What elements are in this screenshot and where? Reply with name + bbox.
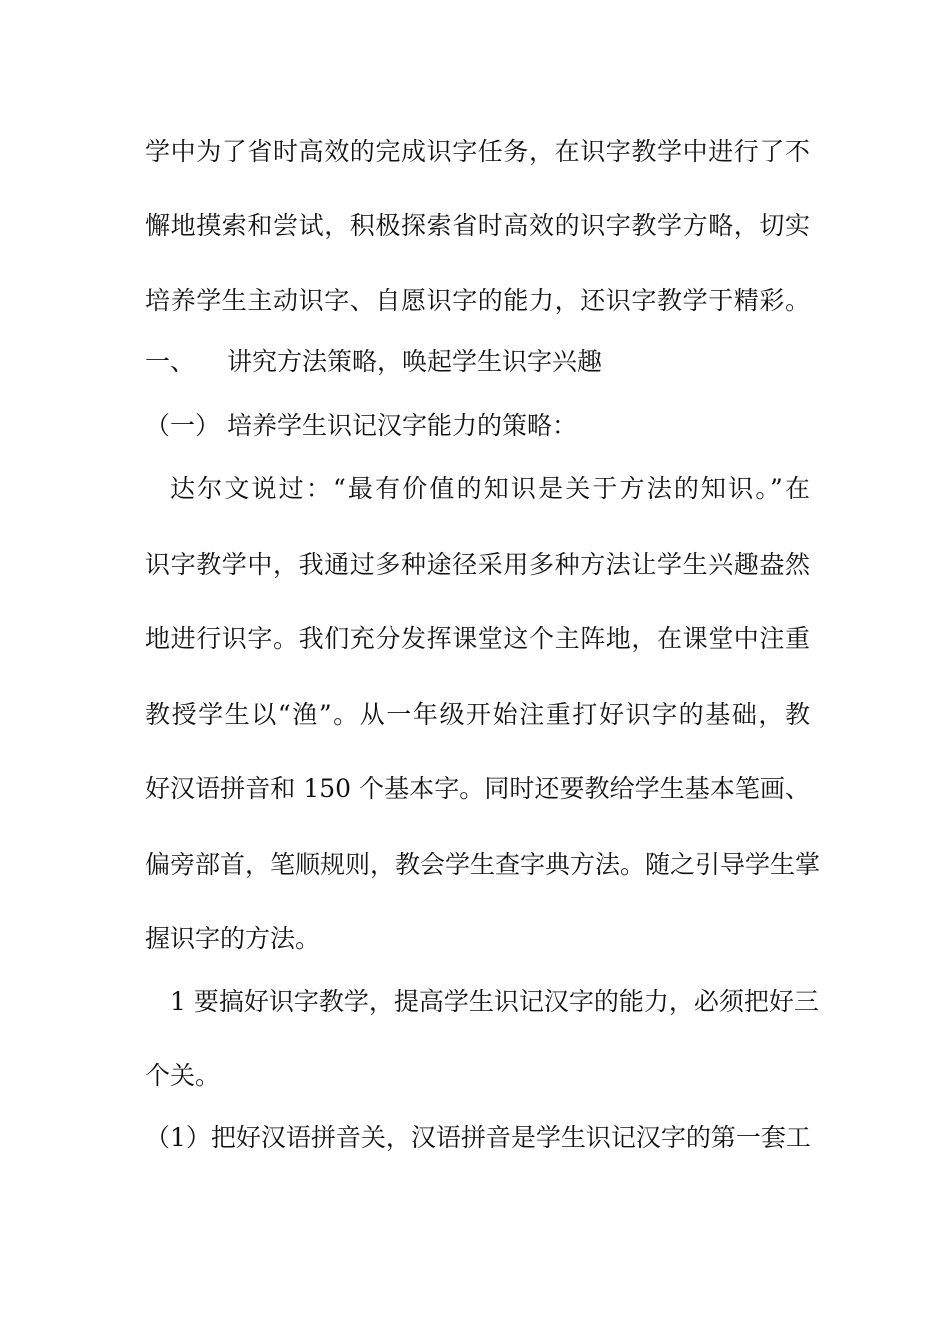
body-line: 握识字的方法。 bbox=[145, 924, 321, 953]
body-line: 培养学生主动识字、自愿识字的能力，还识字教学于精彩。 bbox=[145, 286, 810, 315]
subsection-heading bbox=[145, 411, 577, 441]
body-line: 达尔文说过：“最有价值的知识是关于方法的知识。”在 bbox=[170, 474, 810, 503]
body-line: 1 要搞好识字教学，提高学生识记汉字的能力，必须把好三 bbox=[170, 987, 819, 1016]
body-line: 识字教学中，我通过多种途径采用多种方法让学生兴趣盎然 bbox=[145, 550, 810, 579]
body-line: 教授学生以“渔”。从一年级开始注重打好识字的基础，教 bbox=[145, 700, 810, 729]
body-line: 懈地摸索和尝试，积极探索省时高效的识字教学方略，切实 bbox=[145, 211, 810, 240]
body-line: （1）把好汉语拼音关，汉语拼音是学生识记汉字的第一套工 bbox=[145, 1123, 811, 1152]
body-line: 学中为了省时高效的完成识字任务，在识字教学中进行了不 bbox=[145, 137, 810, 166]
section-number: 一、 bbox=[145, 347, 196, 376]
body-line: 个关。 bbox=[145, 1061, 221, 1090]
subsection-title: 培养学生识记汉字能力的策略： bbox=[227, 411, 578, 440]
body-line: 地进行识字。我们充分发挥课堂这个主阵地，在课堂中注重 bbox=[145, 624, 810, 653]
body-line: 好汉语拼音和 150 个基本字。同时还要教给学生基本笔画、 bbox=[145, 774, 810, 803]
body-line: 偏旁部首，笔顺规则，教会学生查字典方法。随之引导学生掌 bbox=[145, 850, 821, 879]
subsection-number: （一） bbox=[145, 411, 221, 440]
section-heading bbox=[145, 347, 602, 377]
section-title: 讲究方法策略，唤起学生识字兴趣 bbox=[227, 347, 603, 376]
